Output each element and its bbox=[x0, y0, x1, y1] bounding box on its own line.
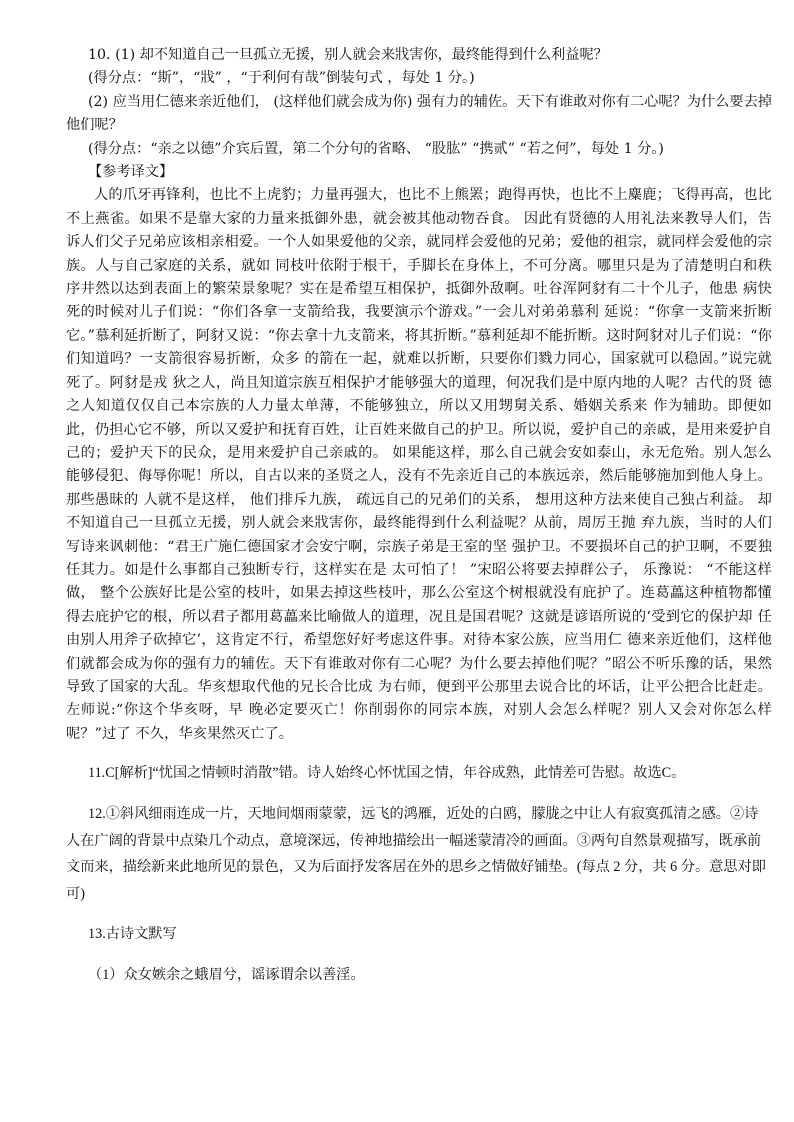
q10-answer-1-scoring: (得分点：“斯”，“戕” ，“于利何有哉”倒装句式 ，每处 1 分。) bbox=[88, 70, 475, 87]
q13-item-1: （1）众女嫉余之蛾眉兮，谣诼谓余以善淫。 bbox=[88, 966, 365, 983]
q12-answer: 12.①斜风细雨连成一片，天地间烟雨蒙蒙，远飞的鸿雁，近处的白鸥，朦胧之中让人有寂寞孤清之感。②诗人在广阔的背景中点染几个动点，意境深远，传神地描绘出一幅迷蒙清冷的画面。③两句自然景观描写，既承前文而来，描绘新来此地所见的景色，又为后面抒发客居在外的思乡之情做好铺垫。(每点 2 分，共 6 分。意思对即可) bbox=[66, 806, 766, 902]
q10-answer-1: 10. (1) 却不知道自己一旦孤立无援，别人就会来戕害你，最终能得到什么利益呢？ bbox=[88, 47, 608, 63]
q10-answer-2-scoring: (得分点：“亲之以德”介宾后置，第二个分句的省略、 “股肱” “携贰” “若之何”，每处 1 分。) bbox=[88, 140, 664, 157]
translation-body: 人的爪牙再锋利，也比不上虎豹；力量再强大，也比不上熊罴；跑得再快，也比不上麋鹿；飞得再高，也比不上燕雀。如果不是靠大家的力量来抵御外患，就会被其他动物吞食。 因此有贤德的人用礼法来教导人们，告诉人们父子兄弟应该相亲相爱。一个人如果爱他的父亲，就同样会爱他的兄弟；爱他的祖宗，就同样会爱他的宗族。人与自己家庭的关系，就如 同枝叶依附于根干，手脚长在身体上，不可分离。哪里只是为了清楚明白和秩序井然以达到表面上的繁荣景象呢？实在是希望互相保护，抵御外敌啊。吐谷浑阿豺有二十个儿子，他患 病快死的时候对儿子们说：“你们各拿一支箭给我，我要演示个游戏。”一会儿对弟弟慕利 延说：“你拿一支箭来折断它。”慕利延折断了，阿豺又说：“你去拿十九支箭来，将其折断。”慕利延却不能折断。这时阿豺对儿子们说：“你们知道吗？一支箭很容易折断，众多 的箭在一起，就难以折断，只要你们戮力同心，国家就可以稳固。”说完就死了。阿豺是戎 狄之人，尚且知道宗族互相保护才能够强大的道理，何况我们是中原内地的人呢？古代的贤 德之人知道仅仅自己本宗族的人力量太单薄，不能够独立，所以又用甥舅关系、婚姻关系来 作为辅助。即便如此，仍担心它不够，所以又爱护和抚育百姓，让百姓来做自己的护卫。所以说，爱护自己的亲戚，是用来爱护自己的；爱护天下的民众，是用来爱护自己亲戚的。 如果能这样，那么自己就会安如泰山，永无危殆。别人怎么能够侵犯、侮辱你呢！所以，自古以来的圣贤之人，没有不先亲近自己的本族远亲，然后能够施加到他人身上。那些愚昧的 人就不是这样， 他们排斥九族， 疏远自己的兄弟们的关系， 想用这种方法来使自己独占利益。 却不知道自己一旦孤立无援，别人就会来戕害你，最终能得到什么利益呢？从前，周厉王抛 弃九族，当时的人们写诗来讽刺他：“君王广施仁德国家才会安宁啊，宗族子弟是王室的坚 强护卫。不要损坏自己的护卫啊，不要独任其力。如是什么事都自己独断专行，这样实在是 太可怕了！ ”宋昭公将要去掉群公子， 乐豫说： “不能这样做， 整个公族好比是公室的枝叶，如果去掉这些枝叶，那么公室这个树根就没有庇护了。连葛藟这种植物都懂得去庇护它的根，所以君子都用葛藟来比喻做人的道理，况且是国君呢？这就是谚语所说的‘受到它的保护却 任由别人用斧子砍掉它’，这肯定不行，希望您好好考虑这件事。对待本家公族，应当用仁 德来亲近他们，这样他们就都会成为你的强有力的辅佐。天下有谁敢对你有二心呢？为什么要去掉他们呢？”昭公不听乐豫的话，果然导致了国家的大乱。华亥想取代他的兄长合比成 为右师，便到平公那里去说合比的坏话，让平公把合比赶走。左师说:“你这个华亥呀，早 晚必定要灭亡！你削弱你的同宗本族，对别人会怎么样呢？别人又会对你怎么样呢？”过了 不久，华亥果然灭亡了。 bbox=[66, 187, 772, 742]
q10-answer-2: (2) 应当用仁德来亲近他们， (这样他们就会成为你) 强有力的辅佐。天下有谁敢对你有二心呢？为什么要去掉他们呢？ bbox=[66, 93, 772, 134]
q13-heading: 13.古诗文默写 bbox=[88, 926, 177, 943]
document-page bbox=[66, 44, 772, 1003]
translation-heading: 【参考译文】 bbox=[88, 164, 174, 181]
q11-answer: 11.C[解析]“忧国之情顿时消散”错。诗人始终心怀忧国之情，年谷成熟，此情差可告慰。故选C。 bbox=[88, 765, 686, 782]
